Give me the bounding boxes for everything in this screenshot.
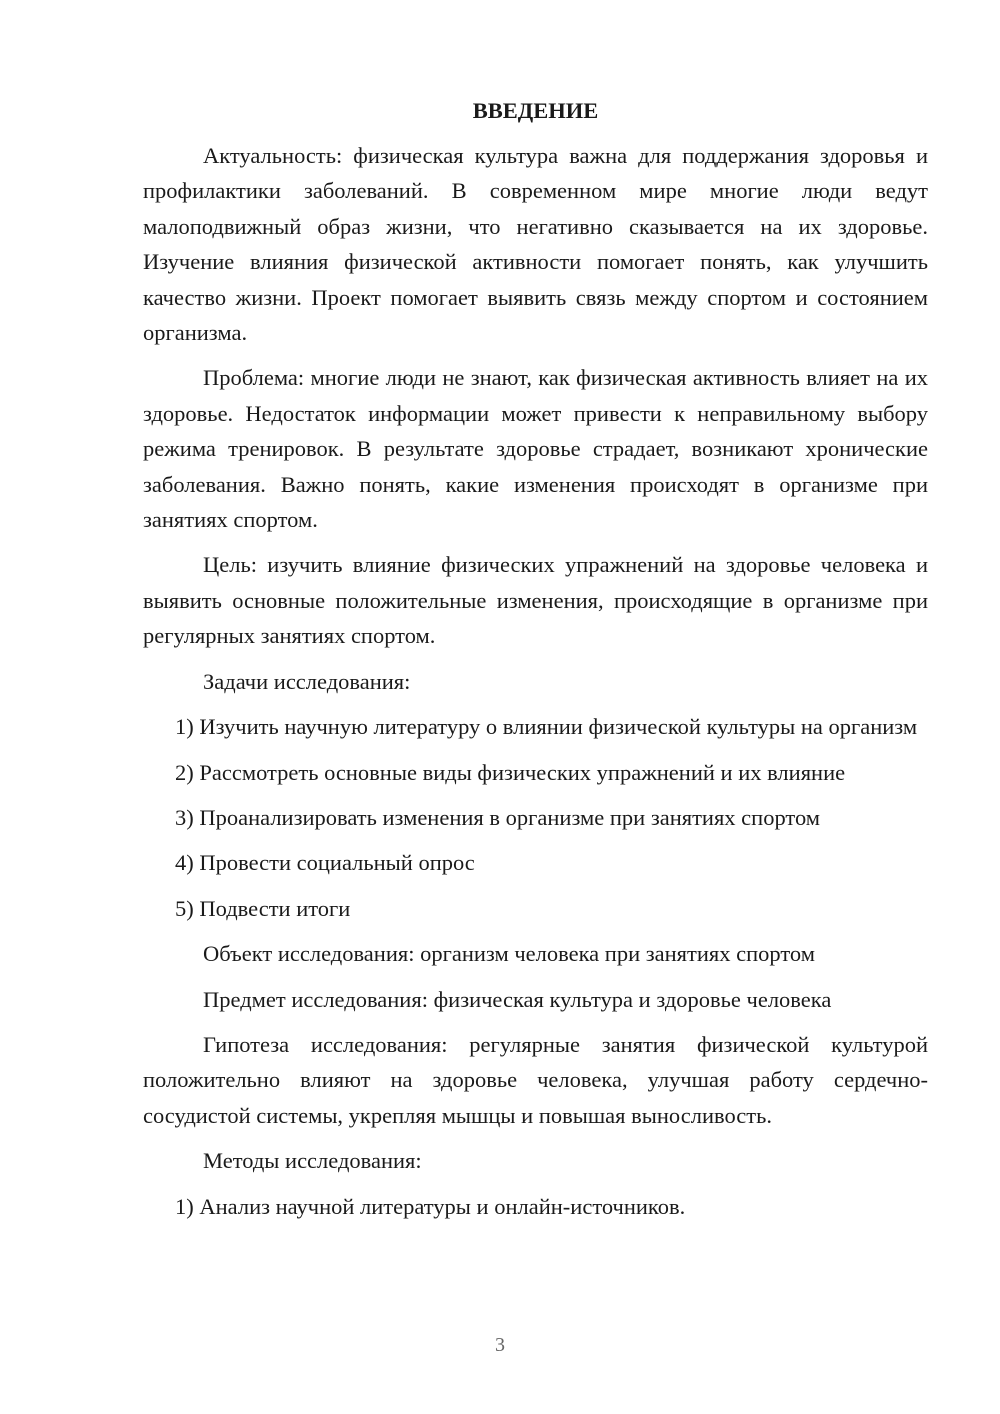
subject-line: Предмет исследования: физическая культура и здоровье человека (203, 986, 832, 1012)
methods-heading: Методы исследования: (203, 1148, 422, 1174)
task-item-4: 4) Провести социальный опрос (175, 850, 475, 876)
method-item-1: 1) Анализ научной литературы и онлайн-источников. (175, 1193, 686, 1219)
task-item-1: 1) Изучить научную литературу о влиянии физической культуры на организм (175, 714, 918, 740)
document-page (143, 92, 928, 1234)
section-title: ВВЕДЕНИЕ (472, 98, 599, 123)
task-item-3: 3) Проанализировать изменения в организме при занятиях спортом (175, 804, 821, 830)
goal-paragraph: Цель: изучить влияние физических упражнений на здоровье человека и выявить основные положительные изменения, происходящие в организме при регулярных занятиях спортом. (143, 552, 928, 649)
task-item-5: 5) Подвести итоги (175, 895, 351, 921)
object-line: Объект исследования: организм человека при занятиях спортом (203, 941, 815, 967)
tasks-heading: Задачи исследования: (203, 668, 411, 694)
page-number: 3 (495, 1334, 505, 1356)
hypothesis-paragraph: Гипотеза исследования: регулярные занятия физической культурой положительно влияют на здоровье человека, улучшая работу сердечно-сосудистой системы, укрепляя мышцы и повышая выносливость. (143, 1031, 928, 1128)
relevance-paragraph: Актуальность: физическая культура важна для поддержания здоровья и профилактики заболеваний. В современном мире многие люди ведут малоподвижный образ жизни, что негативно сказывается на их здоровье. Изучение влияния физической активности помогает понять, как улучшить качество жизни. Проект помогает выявить связь между спортом и состоянием организма. (143, 143, 928, 346)
task-item-2: 2) Рассмотреть основные виды физических упражнений и их влияние (175, 759, 846, 785)
problem-paragraph: Проблема: многие люди не знают, как физическая активность влияет на их здоровье. Недостаток информации может привести к неправильному выбору режима тренировок. В результате здоровье страдает, возникают хронические заболевания. Важно понять, какие изменения происходят в организме при занятиях спортом. (143, 365, 928, 533)
